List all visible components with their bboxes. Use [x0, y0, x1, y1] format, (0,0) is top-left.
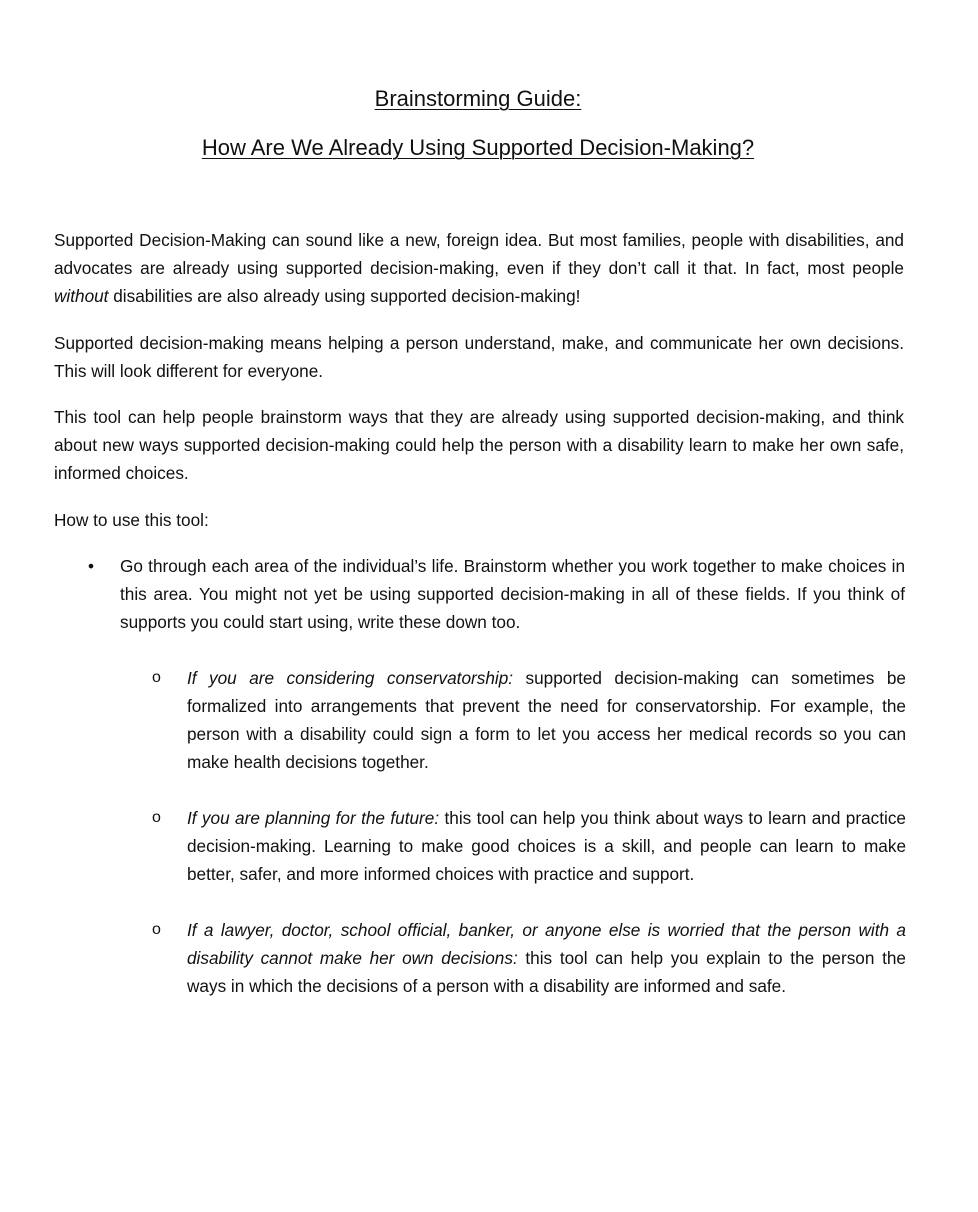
document-title: Brainstorming Guide: — [374, 86, 582, 111]
sub-item-lead: If you are considering conservatorship: — [187, 668, 514, 688]
intro-paragraph — [54, 226, 904, 310]
sub-item-lead: If you are planning for the future: — [187, 808, 440, 828]
sub-bullet-marker: o — [152, 921, 161, 938]
sub-item-body: this tool can help you explain to the person the ways in which the decisions of a person with a disability are informed and safe. — [187, 948, 906, 996]
sub-item-lead: If a lawyer, doctor, school official, banker, or anyone else is worried that the person with a disability cannot make her own decisions: — [187, 920, 906, 968]
sub-item-body: this tool can help you think about ways to learn and practice decision-making. Learning to make good choices is a skill, and people can learn to make better, safer, and more informed choices with practice and support. — [187, 808, 906, 884]
intro-text-end: disabilities are also already using supported decision-making! — [108, 286, 581, 306]
sub-bullet-marker: o — [152, 809, 161, 826]
sub-list-item-conservatorship — [152, 664, 906, 776]
bullet-text: Go through each area of the individual’s life. Brainstorm whether you work together to make choices in this area. You might not yet be using supported decision-making in all of these fields. If you think of supports you could start using, write these down too. — [120, 556, 905, 632]
sub-list-item-worried — [152, 916, 906, 1000]
document-subtitle: How Are We Already Using Supported Decision-Making? — [201, 135, 755, 160]
sub-item-text — [187, 804, 906, 888]
definition-paragraph: Supported decision-making means helping a person understand, make, and communicate her own decisions. This will look different for everyone. — [54, 333, 904, 381]
sub-item-text — [187, 664, 906, 776]
sub-list-item-future — [152, 804, 906, 888]
bullet-marker: • — [88, 556, 95, 576]
tool-purpose-paragraph: This tool can help people brainstorm ways that they are already using supported decision-making, and think about new ways supported decision-making could help the person with a disability learn to make her own safe, informed choices. — [54, 407, 904, 483]
sub-item-text — [187, 916, 906, 1000]
sub-bullet-marker: o — [152, 669, 161, 686]
intro-text-start: Supported Decision-Making can sound like a new, foreign idea. But most families, people with disabilities, and advocates are already using supported decision-making, even if they don’t call it that. In fact, most people — [54, 230, 904, 278]
sub-item-body: supported decision-making can sometimes be formalized into arrangements that prevent the need for conservatorship. For example, the person with a disability could sign a form to let you access her medical records so you can make health decisions together. — [187, 668, 906, 772]
how-to-use-heading: How to use this tool: — [54, 510, 209, 530]
intro-emphasis: without — [54, 286, 109, 306]
bullet-list-item — [54, 552, 905, 636]
